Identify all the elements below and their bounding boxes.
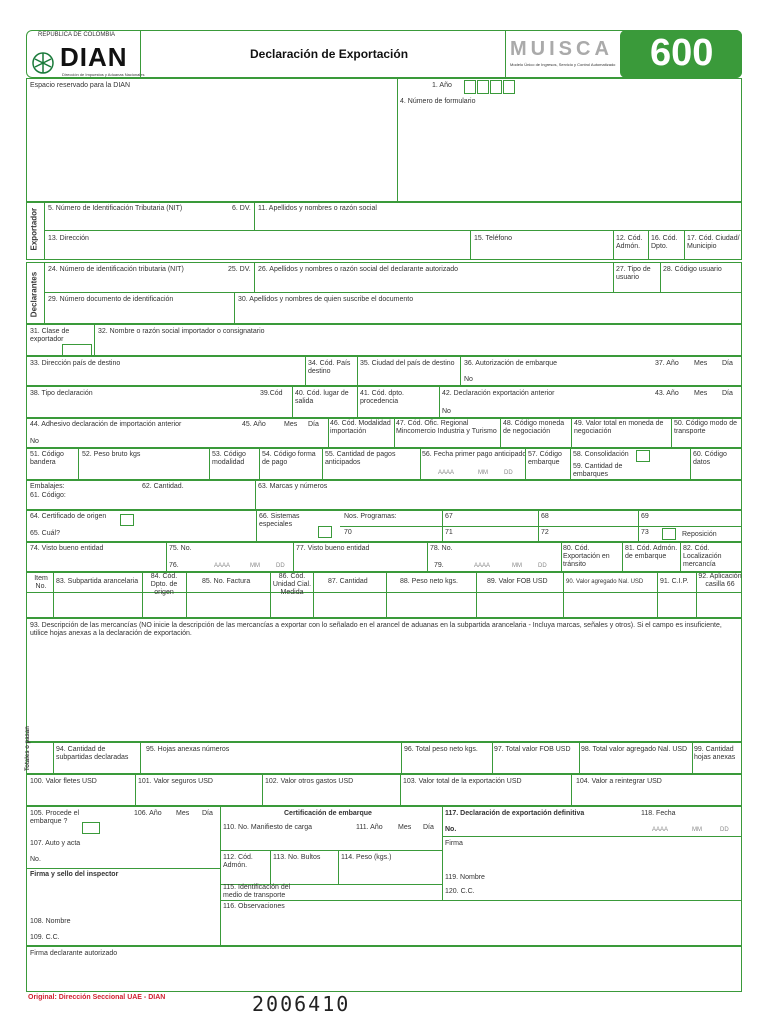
divider: [26, 868, 220, 869]
t96: 96. Total peso neto kgs.: [404, 746, 478, 753]
divider: [44, 202, 45, 260]
n71: 71: [445, 529, 453, 536]
declarant-signature-label: Firma declarante autorizado: [30, 950, 118, 957]
inspector: Firma y sello del inspector: [30, 871, 119, 878]
dec-name: 26. Apellidos y nombres o razón social del declarante autorizado: [258, 266, 459, 273]
embalajes: Embalajes:: [30, 483, 65, 490]
no-42: No: [442, 408, 451, 415]
b106: 106. Año: [134, 810, 162, 817]
mm: MM: [512, 563, 522, 569]
r43: 43. Año: [655, 390, 679, 397]
divider: [270, 850, 271, 884]
year-digit[interactable]: [464, 80, 476, 94]
r44: 44. Adhesivo declaración de importación anterior: [30, 421, 182, 428]
divider: [305, 356, 306, 386]
b108: 108. Nombre: [30, 918, 71, 925]
t97: 97. Total valor FOB USD: [494, 746, 571, 753]
aaaa: AAAA: [474, 563, 491, 569]
r49: 49. Valor total en moneda de negociación: [574, 420, 664, 435]
divider: [386, 572, 387, 618]
divider: [135, 774, 136, 806]
firma: Firma: [445, 840, 463, 847]
divider: [209, 448, 210, 480]
divider: [671, 418, 672, 448]
r65: 65. Cuál?: [30, 530, 60, 537]
r51: 51. Código bandera: [30, 451, 64, 466]
r55: 55. Cantidad de pagos anticipados: [325, 451, 396, 466]
exp-admin: 12. Cód. Admón.: [616, 235, 643, 250]
mm: MM: [250, 563, 260, 569]
divider: [254, 262, 255, 292]
divider: [259, 448, 260, 480]
exp-name: 11. Apellidos y nombres o razón social: [258, 205, 377, 212]
r45: 45. Año: [242, 421, 266, 428]
divider: [561, 542, 562, 572]
b115: 115. Identificación del medio de transporte: [223, 884, 291, 899]
divider: [338, 850, 339, 884]
dec-signer: 30. Apellidos y nombres de quien suscribe el documento: [238, 296, 414, 303]
b117: 117. Declaración de exportación definitiva: [445, 810, 585, 817]
r77: 77. Visto bueno entidad: [296, 545, 370, 552]
r80: 80. Cód. Exportación en tránsito: [563, 545, 610, 568]
replacement-checkbox[interactable]: [662, 528, 676, 540]
divider: [220, 806, 221, 946]
divider: [166, 542, 167, 572]
divider: [397, 78, 398, 202]
no-36: No: [464, 376, 473, 383]
r66: 66. Sistemas especiales: [259, 513, 300, 528]
b119: 119. Nombre: [445, 874, 485, 881]
dian-logo-icon: [30, 50, 56, 74]
v102: 102. Valor otros gastos USD: [265, 778, 354, 785]
divider: [78, 448, 79, 480]
exp-dv: 6. DV.: [232, 205, 251, 212]
r31: 31. Clase de exportador: [30, 328, 70, 343]
exp-phone: 15. Teléfono: [474, 235, 513, 242]
bottom-box: [26, 806, 742, 946]
declarants-section: Declarantes: [29, 271, 39, 318]
year-digit[interactable]: [503, 80, 515, 94]
mm: MM: [478, 470, 488, 476]
divider: [140, 30, 141, 78]
b116: 116. Observaciones: [223, 903, 285, 910]
r76: 76.: [169, 562, 179, 569]
signature-box[interactable]: [26, 946, 742, 992]
divider: [696, 572, 697, 618]
republic-text: REPÚBLICA DE COLOMBIA: [38, 32, 116, 38]
divider: [505, 30, 506, 78]
divider: [442, 836, 742, 837]
nos: Nos. Programas:: [344, 513, 397, 520]
r48: 48. Código moneda de negociación: [503, 420, 565, 435]
r37: 37. Año: [655, 360, 679, 367]
no-107: No.: [30, 856, 41, 863]
b120: 120. C.C.: [445, 888, 475, 895]
dec-doc: 29. Número documento de identificación: [48, 296, 174, 303]
totals-section: Totales o pasan: [25, 726, 31, 771]
divider: [570, 448, 571, 480]
divider: [660, 262, 661, 292]
divider: [648, 230, 649, 260]
exp-city: 17. Cód. Ciudad/ Municipio: [687, 235, 740, 250]
n67: 67: [445, 513, 453, 520]
r57: 57. Código embarque: [528, 451, 562, 466]
n70: 70: [344, 529, 352, 536]
r63: 63. Marcas y números: [258, 483, 328, 490]
divider: [571, 418, 572, 448]
r46: 46. Cód. Modalidad importación: [330, 420, 391, 435]
r42: 42. Declaración exportación anterior: [442, 390, 555, 397]
c89: 89. Valor FOB USD: [487, 578, 548, 585]
r50: 50. Código modo de transporte: [674, 420, 738, 435]
divider: [460, 356, 461, 386]
r74: 74. Visto bueno entidad: [30, 545, 104, 552]
divider: [140, 742, 141, 774]
dd: DD: [276, 563, 285, 569]
n73: 73: [641, 529, 649, 536]
r62: 62. Cantidad.: [142, 483, 184, 490]
divider: [420, 448, 421, 480]
n68: 68: [541, 513, 549, 520]
n72: 72: [541, 529, 549, 536]
divider: [186, 572, 187, 618]
cert-title: Certificación de embarque: [284, 810, 372, 817]
dd: DD: [504, 470, 513, 476]
reposicion: Reposición: [682, 531, 717, 538]
form-title: Declaración de Exportación: [250, 47, 409, 61]
r61: 61. Código:: [30, 492, 66, 499]
v101: 101. Valor seguros USD: [138, 778, 213, 785]
b113: 113. No. Bultos: [273, 854, 321, 861]
divider: [525, 448, 526, 480]
form-number: 600: [650, 32, 714, 74]
consolidation-checkbox[interactable]: [636, 450, 650, 462]
dian-brand: DIAN: [60, 42, 128, 72]
dia: Día: [202, 810, 213, 817]
b111: 111. Año: [356, 824, 383, 831]
divider: [94, 324, 95, 356]
mes: Mes: [176, 810, 190, 817]
muisca-sub: Modelo Único de Ingresos, Servicio y Control Automatizado: [510, 62, 616, 67]
shipment-checkbox[interactable]: [82, 822, 100, 834]
description-text: 93. Descripción de las mercancías (NO inicie la descripción de las mercancías a exportar con lo señalado en el arancel de aduanas en la subpartida arancelaria - Incluya marcas, señales y otros). Si el campo es insuficiente, utilice hojas anexas a la declaración de exportación.: [30, 622, 722, 637]
divider: [500, 418, 501, 448]
serial-number: 2006410: [252, 992, 351, 1016]
t99: 99. Cantidad hojas anexas: [694, 746, 736, 761]
b114: 114. Peso (kgs.): [341, 854, 392, 861]
mes: Mes: [398, 824, 412, 831]
t98: 98. Total valor agregado Nal. USD: [581, 746, 688, 753]
r34: 34. Cód. País destino: [308, 360, 351, 375]
divider: [44, 262, 45, 324]
c85: 85. No. Factura: [202, 578, 251, 585]
mes: Mes: [284, 421, 298, 428]
exp-dept: 16. Cód. Dpto.: [651, 235, 678, 250]
original-note: Original: Dirección Seccional UAE - DIAN: [28, 994, 166, 1001]
r60: 60. Código datos: [693, 451, 727, 466]
divider: [563, 572, 564, 618]
r75: 75. No.: [169, 545, 192, 552]
c87: 87. Cantidad: [328, 578, 368, 585]
r59: 59. Cantidad de embarques: [573, 463, 623, 478]
divider: [427, 542, 428, 572]
divider: [322, 448, 323, 480]
dia: Día: [308, 421, 319, 428]
exporter-class-field[interactable]: [62, 344, 92, 356]
r53: 53. Código modalidad: [212, 451, 246, 466]
v103: 103. Valor total de la exportación USD: [403, 778, 522, 785]
r41: 41. Cód. dpto. procedencia: [360, 390, 404, 405]
b109: 109. C.C.: [30, 934, 60, 941]
special-systems-checkbox[interactable]: [318, 526, 332, 538]
r79: 79.: [434, 562, 444, 569]
divider: [262, 774, 263, 806]
r78: 78. No.: [430, 545, 453, 552]
divider: [357, 386, 358, 418]
divider: [476, 572, 477, 618]
divider: [622, 542, 623, 572]
exporter-section: Exportador: [29, 207, 39, 251]
divider: [657, 572, 658, 618]
c-item: Item No.: [34, 575, 48, 590]
muisca-logo: MUISCA: [510, 38, 613, 60]
divider: [292, 386, 293, 418]
divider: [684, 230, 685, 260]
c84: 84. Cód. Dpto. de origen: [150, 573, 178, 596]
dd: DD: [538, 563, 547, 569]
reserved-box: [26, 78, 742, 202]
divider: [53, 742, 54, 774]
dec-dv: 25. DV.: [228, 266, 251, 273]
divider: [53, 572, 54, 618]
dec-user-code: 28. Código usuario: [663, 266, 722, 273]
year-digit[interactable]: [490, 80, 502, 94]
mes: Mes: [694, 360, 708, 367]
dia: Día: [722, 390, 733, 397]
divider: [394, 418, 395, 448]
divider: [470, 230, 471, 260]
divider: [270, 572, 271, 618]
c91: 91. C.I.P.: [660, 578, 689, 585]
dec-nit: 24. Número de identificación tributaria (NIT): [48, 266, 184, 273]
no-bold: No.: [445, 826, 457, 833]
divider: [680, 542, 681, 572]
row-61: [26, 480, 742, 510]
b105-label: 105. Procede el embarque ?: [30, 810, 80, 825]
c90: 90. Valor agregado Nal. USD: [566, 579, 644, 585]
divider: [579, 742, 580, 774]
divider: [357, 356, 358, 386]
r56: 56. Fecha primer pago anticipado: [422, 451, 527, 458]
dec-user-type: 27. Tipo de usuario: [616, 266, 651, 281]
r40: 40. Cód. lugar de salida: [295, 390, 349, 405]
b112: 112. Cód. Admón.: [223, 854, 253, 869]
divider: [255, 480, 256, 510]
divider: [492, 742, 493, 774]
reserved-label: Espacio reservado para la DIAN: [30, 82, 130, 89]
mm: MM: [692, 827, 702, 833]
divider: [293, 542, 294, 572]
divider: [142, 572, 143, 618]
divider: [692, 742, 693, 774]
r54: 54. Código forma de pago: [262, 451, 316, 466]
r33: 33. Dirección país de destino: [30, 360, 121, 367]
divider: [44, 292, 742, 293]
c86: 86. Cód. Unidad Cial. Medida: [272, 573, 312, 596]
r32: 32. Nombre o razón social importador o consignatario: [98, 328, 265, 335]
c92: 92. Aplicación casilla 66: [698, 573, 742, 588]
divider: [442, 806, 443, 900]
r39: 39.Cód: [260, 390, 283, 397]
r52: 52. Peso bruto kgs: [82, 451, 141, 458]
divider: [690, 448, 691, 480]
r81: 81. Cód. Admón. de embarque: [625, 545, 678, 560]
divider: [234, 292, 235, 324]
dia: Día: [423, 824, 434, 831]
r47: 47. Cód. Ofic. Regional Mincomercio Industria y Turismo: [396, 420, 497, 435]
divider: [220, 850, 442, 851]
n69: 69: [641, 513, 649, 520]
divider: [340, 526, 742, 527]
divider: [439, 386, 440, 418]
dd: DD: [720, 827, 729, 833]
dia: Día: [722, 360, 733, 367]
origin-cert-checkbox[interactable]: [120, 514, 134, 526]
divider: [220, 900, 742, 901]
r38: 38. Tipo declaración: [30, 390, 93, 397]
t95: 95. Hojas anexas números: [146, 746, 230, 753]
divider: [313, 572, 314, 618]
v100: 100. Valor fletes USD: [30, 778, 97, 785]
form-no-label: 4. Número de formulario: [400, 98, 476, 105]
divider: [44, 230, 742, 231]
v104: 104. Valor a reintegrar USD: [576, 778, 662, 785]
divider: [613, 262, 614, 292]
c83: 83. Subpartida arancelaria: [56, 578, 139, 585]
r36: 36. Autorización de embarque: [464, 360, 558, 367]
aaaa: AAAA: [652, 827, 669, 833]
r82: 82. Cód. Localización mercancía: [683, 545, 722, 568]
no-44: No: [30, 438, 39, 445]
aaaa: AAAA: [438, 470, 455, 476]
mes: Mes: [694, 390, 708, 397]
divider: [254, 202, 255, 230]
divider: [26, 592, 742, 593]
year-label: 1. Año: [432, 82, 452, 89]
r35: 35. Ciudad del país de destino: [360, 360, 455, 367]
divider: [613, 230, 614, 260]
divider: [401, 742, 402, 774]
divider: [256, 510, 257, 542]
aaaa: AAAA: [214, 563, 231, 569]
year-digit[interactable]: [477, 80, 489, 94]
b118: 118. Fecha: [641, 810, 676, 817]
b110: 110. No. Manifiesto de carga: [223, 824, 312, 831]
b107: 107. Auto y acta: [30, 840, 81, 847]
exp-nit: 5. Número de Identificación Tributaria (NIT): [48, 205, 183, 212]
dian-sub: Dirección de Impuestos y Aduanas Nacionales: [62, 72, 145, 77]
r64: 64. Certificado de origen: [30, 513, 107, 520]
exp-address: 13. Dirección: [48, 235, 89, 242]
c88: 88. Peso neto kgs.: [400, 578, 458, 585]
r58: 58. Consolidación: [573, 451, 629, 458]
divider: [328, 418, 329, 448]
t94: 94. Cantidad de subpartidas declaradas: [56, 746, 129, 761]
